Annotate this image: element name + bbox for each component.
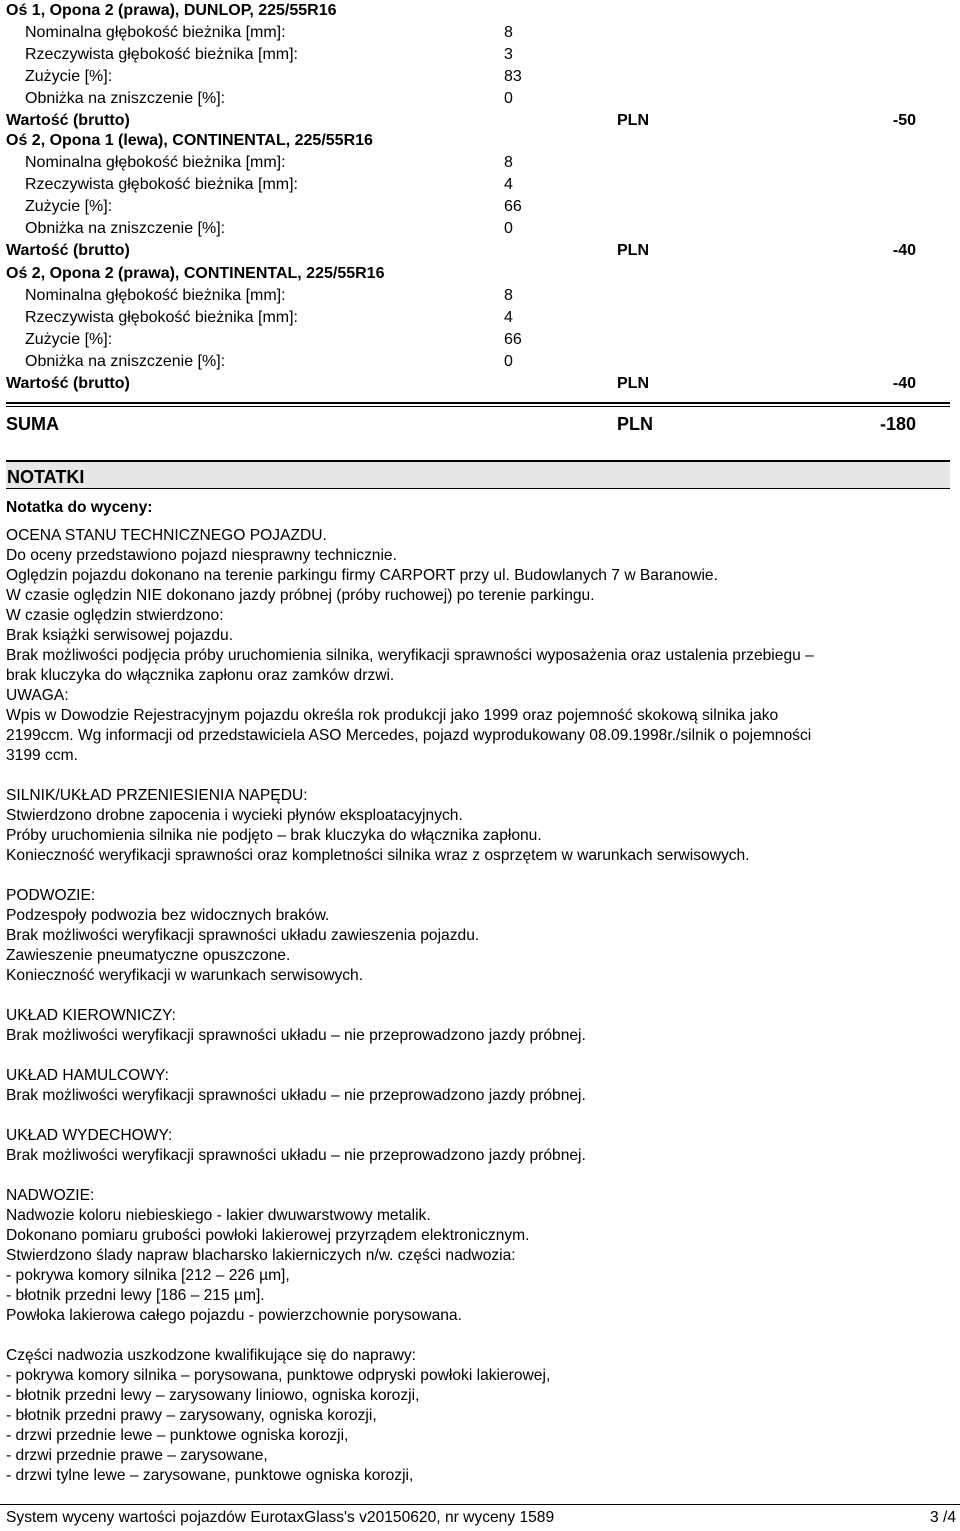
- row-label: Nominalna głębokość bieżnika [mm]:: [25, 24, 286, 41]
- currency: PLN: [617, 375, 649, 392]
- note-line: Do oceny przedstawiono pojazd niesprawny technicznie.: [6, 547, 397, 564]
- tire-row: [6, 329, 956, 351]
- page-number: 3 /4: [929, 1509, 956, 1526]
- note-line: OCENA STANU TECHNICZNEGO POJAZDU.: [6, 527, 327, 544]
- row-value: 3: [504, 46, 513, 63]
- row-value: 8: [504, 154, 513, 171]
- tire-row: [6, 307, 956, 329]
- note-line: Oględzin pojazdu dokonano na terenie parkingu firmy CARPORT przy ul. Budowlanych 7 w Baranowie.: [6, 567, 718, 584]
- tire-block: [6, 263, 956, 395]
- row-value: 0: [504, 353, 513, 370]
- notes-header-title: NOTATKI: [7, 467, 85, 487]
- note-line: Podzespoły podwozia bez widocznych braków.: [6, 907, 330, 924]
- row-value: 4: [504, 309, 513, 326]
- note-line: - błotnik przedni lewy [186 – 215 µm].: [6, 1287, 265, 1304]
- tire-row: [6, 44, 956, 66]
- row-value: 0: [504, 90, 513, 107]
- sum-row: [6, 412, 950, 436]
- note-line: Konieczność weryfikacji w warunkach serwisowych.: [6, 967, 364, 984]
- value-row: [6, 240, 956, 262]
- row-value: 0: [504, 220, 513, 237]
- note-gap: [6, 986, 950, 1006]
- note-line: Nadwozie koloru niebieskiego - lakier dwuwarstwowy metalik.: [6, 1207, 431, 1224]
- row-label: Rzeczywista głębokość bieżnika [mm]:: [25, 46, 298, 63]
- tire-row: [6, 174, 956, 196]
- note-line: - drzwi przednie lewe – punktowe ogniska korozji,: [6, 1427, 349, 1444]
- tire-row: [6, 88, 956, 110]
- row-label: Obniżka na zniszczenie [%]:: [25, 220, 226, 237]
- tire-title: Oś 2, Opona 1 (lewa), CONTINENTAL, 225/55R16: [6, 132, 373, 149]
- tire-row: [6, 218, 956, 240]
- notes-label: Notatka do wyceny:: [6, 499, 153, 516]
- sum-separator: [6, 402, 950, 407]
- note-line: 2199ccm. Wg informacji od przedstawiciela ASO Mercedes, pojazd wyprodukowany 08.09.1998r./silnik o pojemności: [6, 727, 812, 744]
- note-line: Stwierdzono ślady napraw blacharsko lakierniczych n/w. części nadwozia:: [6, 1247, 516, 1264]
- note-line: SILNIK/UKŁAD PRZENIESIENIA NAPĘDU:: [6, 787, 308, 804]
- note-line: Zawieszenie pneumatyczne opuszczone.: [6, 947, 291, 964]
- row-value: 66: [504, 331, 522, 348]
- note-line: PODWOZIE:: [6, 887, 96, 904]
- note-line: Dokonano pomiaru grubości powłoki lakierowej przyrządem elektronicznym.: [6, 1227, 530, 1244]
- note-gap: [6, 766, 950, 786]
- row-label: Obniżka na zniszczenie [%]:: [25, 353, 226, 370]
- note-line: - pokrywa komory silnika [212 – 226 µm],: [6, 1267, 290, 1284]
- sum-amount: -180: [879, 414, 916, 434]
- tire-row: [6, 66, 956, 88]
- note-line: Części nadwozia uszkodzone kwalifikujące się do naprawy:: [6, 1347, 416, 1364]
- row-label: Zużycie [%]:: [25, 331, 113, 348]
- note-line: UWAGA:: [6, 687, 69, 704]
- tire-row: [6, 196, 956, 218]
- value-label: Wartość (brutto): [6, 242, 130, 259]
- note-line: Brak możliwości weryfikacji sprawności układu – nie przeprowadzono jazdy próbnej.: [6, 1087, 586, 1104]
- note-line: Brak możliwości weryfikacji sprawności układu zawieszenia pojazdu.: [6, 927, 480, 944]
- note-line: Brak możliwości podjęcia próby uruchomienia silnika, weryfikacji sprawności wyposażenia oraz ustalenia przebiegu –: [6, 647, 814, 664]
- row-label: Zużycie [%]:: [25, 68, 113, 85]
- note-line: - pokrywa komory silnika – porysowana, punktowe odpryski powłoki lakierowej,: [6, 1367, 551, 1384]
- row-value: 83: [504, 68, 522, 85]
- footer-system-info: System wyceny wartości pojazdów EurotaxGlass's v20150620, nr wyceny 1589: [6, 1509, 555, 1526]
- tire-row: [6, 285, 956, 307]
- note-line: Stwierdzono drobne zapocenia i wycieki płynów eksploatacyjnych.: [6, 807, 463, 824]
- tire-row: [6, 22, 956, 44]
- page-footer: [0, 1504, 960, 1530]
- note-line: - drzwi tylne lewe – zarysowane, punktowe ogniska korozji,: [6, 1467, 414, 1484]
- note-line: NADWOZIE:: [6, 1187, 95, 1204]
- note-line: Brak książki serwisowej pojazdu.: [6, 627, 234, 644]
- value-row: [6, 373, 956, 395]
- note-line: 3199 ccm.: [6, 747, 78, 764]
- value-label: Wartość (brutto): [6, 112, 130, 129]
- row-label: Rzeczywista głębokość bieżnika [mm]:: [25, 176, 298, 193]
- tire-row: [6, 351, 956, 373]
- note-gap: [6, 1326, 950, 1346]
- note-line: Wpis w Dowodzie Rejestracyjnym pojazdu określa rok produkcji jako 1999 oraz pojemność skokową silnika jako: [6, 707, 779, 724]
- note-line: UKŁAD KIEROWNICZY:: [6, 1007, 176, 1024]
- tire-block: [6, 0, 956, 132]
- note-line: W czasie oględzin stwierdzono:: [6, 607, 224, 624]
- sum-label: SUMA: [6, 414, 59, 434]
- note-line: - drzwi przednie prawe – zarysowane,: [6, 1447, 268, 1464]
- note-line: Konieczność weryfikacji sprawności oraz kompletności silnika wraz z osprzętem w warunkach serwisowych.: [6, 847, 750, 864]
- notes-header: [6, 460, 950, 489]
- tire-title: Oś 2, Opona 2 (prawa), CONTINENTAL, 225/55R16: [6, 265, 385, 282]
- note-line: Próby uruchomienia silnika nie podjęto – brak kluczyka do włącznika zapłonu.: [6, 827, 542, 844]
- note-line: Brak możliwości weryfikacji sprawności układu – nie przeprowadzono jazdy próbnej.: [6, 1147, 586, 1164]
- row-value: 66: [504, 198, 522, 215]
- tire-row: [6, 152, 956, 174]
- row-label: Rzeczywista głębokość bieżnika [mm]:: [25, 309, 298, 326]
- value-label: Wartość (brutto): [6, 375, 130, 392]
- row-value: 4: [504, 176, 513, 193]
- amount: -40: [892, 375, 916, 392]
- amount: -50: [892, 112, 916, 129]
- note-line: Powłoka lakierowa całego pojazdu - powierzchownie porysowana.: [6, 1307, 462, 1324]
- note-line: W czasie oględzin NIE dokonano jazdy próbnej (próby ruchowej) po terenie parkingu.: [6, 587, 595, 604]
- row-label: Zużycie [%]:: [25, 198, 113, 215]
- note-line: - błotnik przedni prawy – zarysowany, ogniska korozji,: [6, 1407, 377, 1424]
- row-value: 8: [504, 24, 513, 41]
- currency: PLN: [617, 242, 649, 259]
- notes-lines: [6, 526, 950, 1486]
- note-gap: [6, 1106, 950, 1126]
- note-line: UKŁAD WYDECHOWY:: [6, 1127, 173, 1144]
- tire-block: [6, 130, 956, 262]
- notes-body: [6, 498, 950, 1486]
- row-value: 8: [504, 287, 513, 304]
- amount: -40: [892, 242, 916, 259]
- note-gap: [6, 866, 950, 886]
- sum-currency: PLN: [617, 414, 653, 434]
- note-line: Brak możliwości weryfikacji sprawności układu – nie przeprowadzono jazdy próbnej.: [6, 1027, 586, 1044]
- note-gap: [6, 1166, 950, 1186]
- row-label: Nominalna głębokość bieżnika [mm]:: [25, 154, 286, 171]
- note-gap: [6, 1046, 950, 1066]
- currency: PLN: [617, 112, 649, 129]
- tire-title: Oś 1, Opona 2 (prawa), DUNLOP, 225/55R16: [6, 2, 337, 19]
- value-row: [6, 110, 956, 132]
- note-line: UKŁAD HAMULCOWY:: [6, 1067, 169, 1084]
- row-label: Nominalna głębokość bieżnika [mm]:: [25, 287, 286, 304]
- note-line: brak kluczyka do włącznika zapłonu oraz zamków drzwi.: [6, 667, 395, 684]
- row-label: Obniżka na zniszczenie [%]:: [25, 90, 226, 107]
- note-line: - błotnik przedni lewy – zarysowany liniowo, ogniska korozji,: [6, 1387, 420, 1404]
